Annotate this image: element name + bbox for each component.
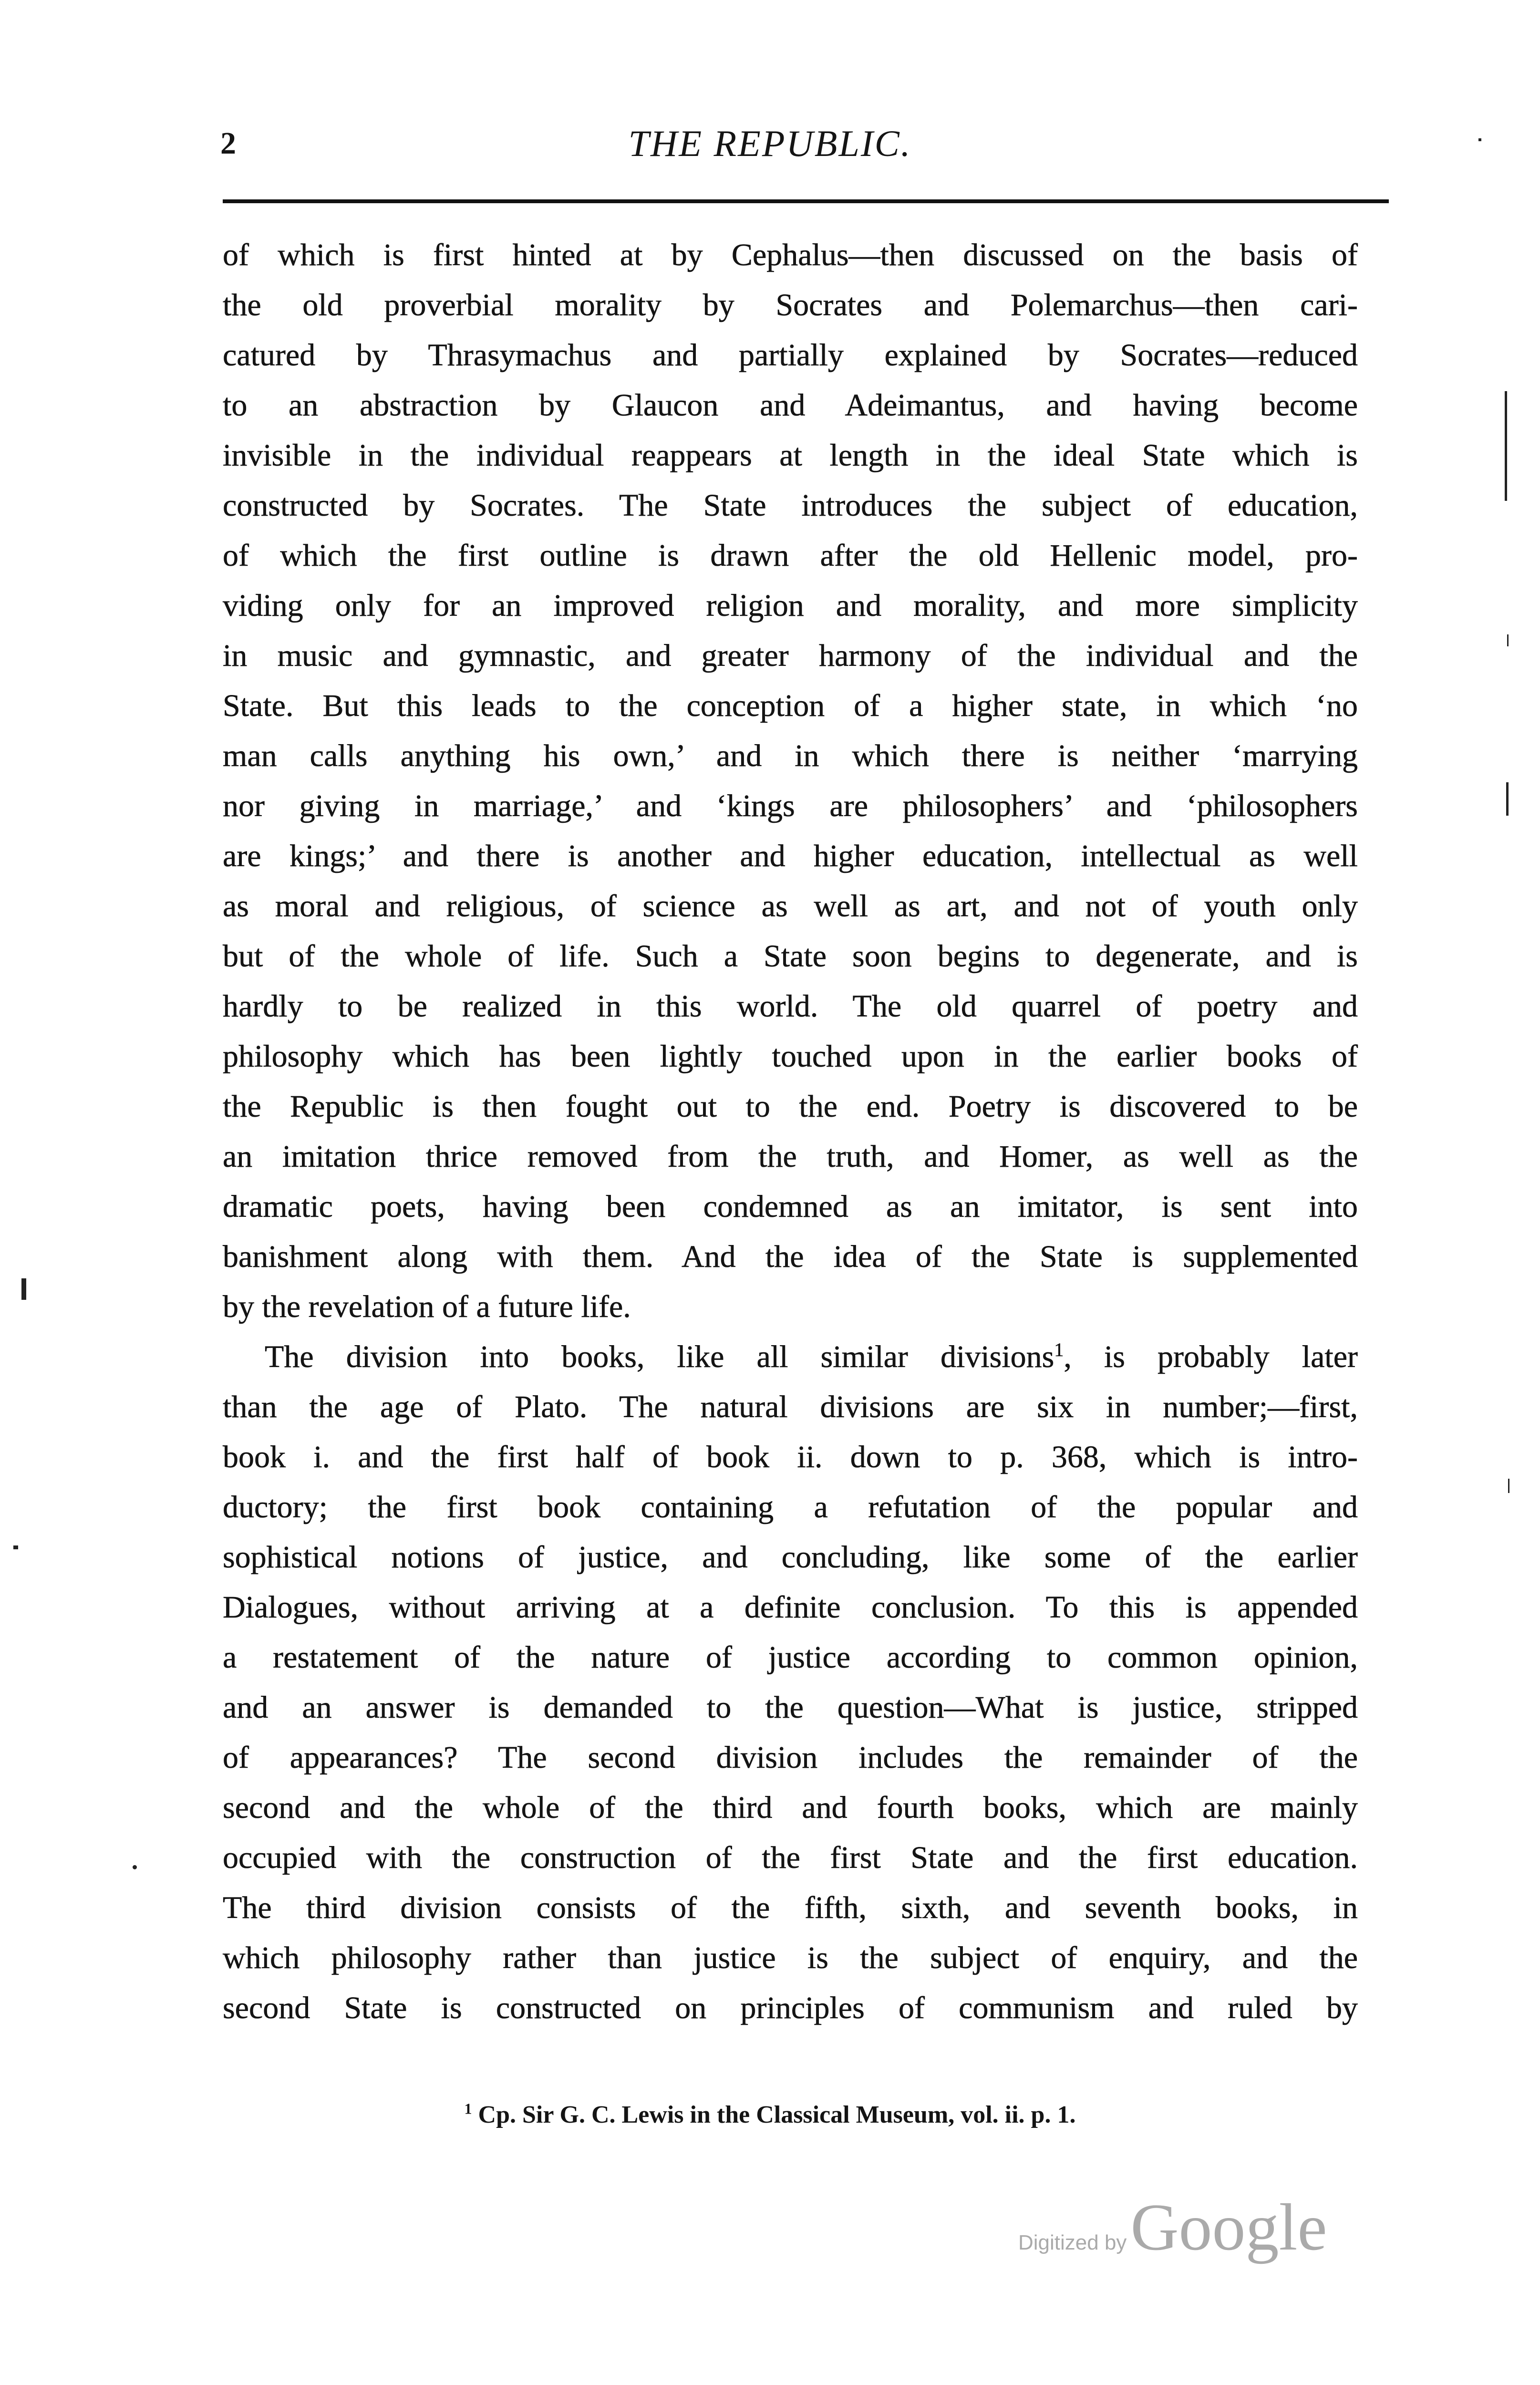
- footnote-marker: 1: [464, 2100, 472, 2117]
- text-line: sophistical notions of justice, and concluding, like some of the earlier: [223, 1540, 1358, 1575]
- margin-mark: [1508, 1479, 1509, 1493]
- text-line: an imitation thrice removed from the truth, and Homer, as well as the: [223, 1139, 1358, 1174]
- margin-mark: [13, 1545, 18, 1549]
- text-line: philosophy which has been lightly touched upon in the earlier books of: [223, 1039, 1358, 1074]
- text-line: second State is constructed on principles of communism and ruled by: [223, 1991, 1358, 2025]
- watermark-brand: Google: [1130, 2190, 1327, 2264]
- margin-mark: [133, 1865, 137, 1869]
- text-line: viding only for an improved religion and morality, and more simplicity: [223, 588, 1358, 623]
- watermark-prefix: Digitized by: [1018, 2231, 1127, 2254]
- text-line: Dialogues, without arriving at a definite conclusion. To this is appended: [223, 1590, 1358, 1625]
- text-line: State. But this leads to the conception of a higher state, in which ‘no: [223, 688, 1358, 723]
- footnote-text: Cp. Sir G. C. Lewis in the Classical Museum, vol. ii. p. 1.: [472, 2101, 1076, 2128]
- text-line: the Republic is then fought out to the end. Poetry is discovered to be: [223, 1089, 1358, 1124]
- digitized-by-google-watermark: [1018, 2190, 1327, 2264]
- margin-mark: [1505, 391, 1507, 501]
- text-line: [223, 1332, 1358, 1382]
- text-segment: , is probably later: [1064, 1339, 1358, 1374]
- text-line: dramatic poets, having been condemned as an imitator, is sent into: [223, 1189, 1358, 1224]
- text-segment: The division into books, like all similar divisions: [265, 1339, 1054, 1374]
- text-line: banishment along with them. And the idea of the State is supplemented: [223, 1239, 1358, 1274]
- margin-mark: [1507, 634, 1509, 646]
- text-line: of appearances? The second division includes the remainder of the: [223, 1740, 1358, 1775]
- text-line: invisible in the individual reappears at length in the ideal State which is: [223, 438, 1358, 473]
- text-line: The third division consists of the fifth, sixth, and seventh books, in: [223, 1890, 1358, 1925]
- text-line: occupied with the construction of the first State and the first education.: [223, 1840, 1358, 1875]
- header-rule: [223, 199, 1389, 203]
- text-line: hardly to be realized in this world. The old quarrel of poetry and: [223, 989, 1358, 1024]
- body-text: [223, 230, 1358, 2033]
- text-line: which philosophy rather than justice is the subject of enquiry, and the: [223, 1940, 1358, 1975]
- text-line: the old proverbial morality by Socrates and Polemarchus—then cari-: [223, 288, 1358, 322]
- text-line: are kings;’ and there is another and higher education, intellectual as well: [223, 839, 1358, 873]
- page-number: 2: [220, 126, 236, 161]
- running-title: THE REPUBLIC.: [628, 123, 912, 164]
- footnote-reference: 1: [1054, 1339, 1064, 1360]
- text-line: than the age of Plato. The natural divisions are six in number;—first,: [223, 1390, 1358, 1424]
- text-line: and an answer is demanded to the question—What is justice, stripped: [223, 1690, 1358, 1725]
- text-line: book i. and the first half of book ii. down to p. 368, which is intro-: [223, 1440, 1358, 1474]
- margin-mark: [21, 1278, 26, 1300]
- text-line: second and the whole of the third and fourth books, which are mainly: [223, 1790, 1358, 1825]
- text-line: but of the whole of life. Such a State soon begins to degenerate, and is: [223, 939, 1358, 974]
- text-line: in music and gymnastic, and greater harmony of the individual and the: [223, 638, 1358, 673]
- text-line: constructed by Socrates. The State introduces the subject of education,: [223, 488, 1358, 523]
- margin-mark: [1506, 782, 1509, 816]
- text-line: ductory; the first book containing a refutation of the popular and: [223, 1490, 1358, 1524]
- text-line: of which is first hinted at by Cephalus—then discussed on the basis of: [223, 238, 1358, 272]
- margin-mark: [1478, 138, 1481, 141]
- text-line: as moral and religious, of science as well as art, and not of youth only: [223, 889, 1358, 923]
- text-line: by the revelation of a future life.: [223, 1289, 631, 1324]
- text-line: nor giving in marriage,’ and ‘kings are philosophers’ and ‘philosophers: [223, 788, 1358, 823]
- text-line: of which the first outline is drawn after the old Hellenic model, pro-: [223, 538, 1358, 573]
- text-line: man calls anything his own,’ and in which there is neither ‘marrying: [223, 738, 1358, 773]
- text-line: catured by Thrasymachus and partially explained by Socrates—reduced: [223, 338, 1358, 373]
- text-line: to an abstraction by Glaucon and Adeimantus, and having become: [223, 388, 1358, 423]
- text-line: a restatement of the nature of justice according to common opinion,: [223, 1640, 1358, 1675]
- footnote: [0, 2101, 1540, 2128]
